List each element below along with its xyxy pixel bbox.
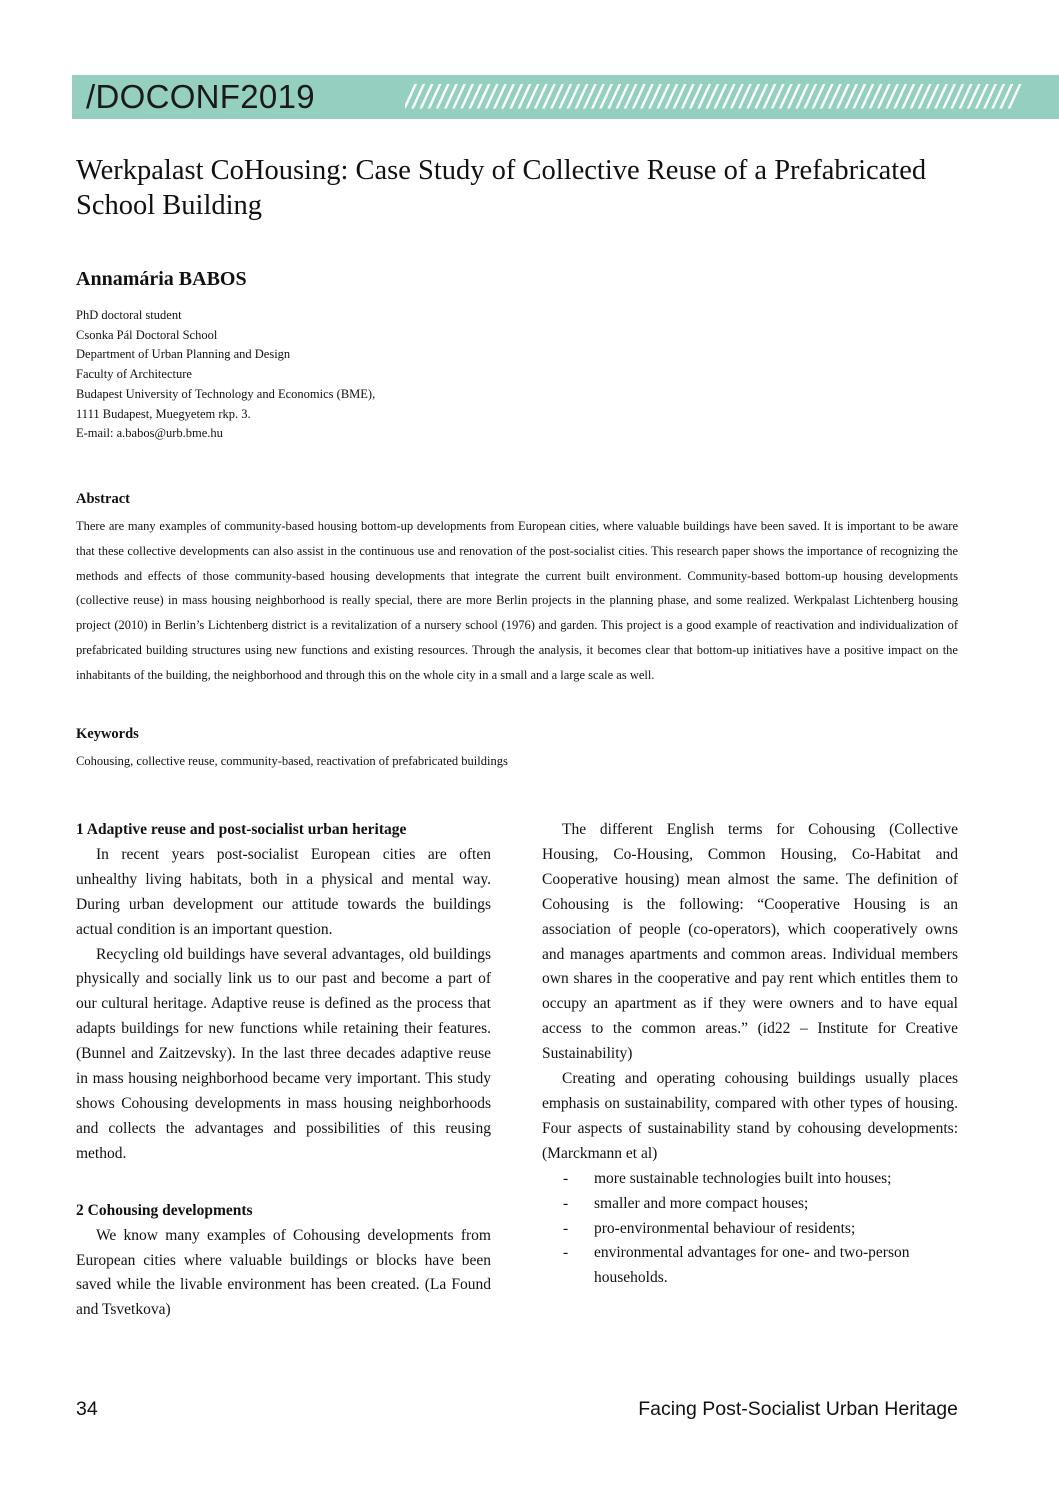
list-item-text: environmental advantages for one- and two-person households. — [594, 1244, 910, 1287]
abstract-text: There are many examples of community-based housing bottom-up developments from European cities, where valuable buildings have been saved. It is important to be aware that these collective developments can also assist in the continuous use and renovation of the post-socialist cities. This research paper shows the importance of recognizing the methods and effects of those community-based housing developments that integrate the current built environment. Community-based bottom-up housing developments (collective reuse) in mass housing neighborhood is really special, there are more Berlin projects in the planning phase, and some realized. Werkpalast Lichtenberg housing project (2010) in Berlin’s Lichtenberg district is a revitalization of a nursery school (1976) and garden. This project is a good example of reactivation and individualization of prefabricated building structures using new functions and existing resources. Through the analysis, it becomes clear that bottom-up initiatives have a positive impact on the inhabitants of the building, the neighborhood and through this on the whole city in a small and a large scale as well. — [76, 519, 958, 682]
abstract-heading: Abstract — [76, 491, 130, 507]
author-affiliation — [76, 306, 676, 444]
left-column — [76, 818, 491, 1323]
section-2-paragraph: We know many examples of Cohousing developments from European cities where valuable buildings or blocks have been saved while the livable environment has been created. (La Found and Tsvetkova) — [76, 1226, 491, 1319]
section-1-paragraph: Recycling old buildings have several advantages, old buildings physically and socially link us to our past and become a part of our cultural heritage. Adaptive reuse is defined as the process that adapts buildings for new functions while retaining their features. (Bunnel and Zaitzevsky). In the last three decades adaptive reuse in mass housing neighborhood became very important. This study shows Cohousing developments in mass housing neighborhoods and collects the advantages and possibilities of this reusing method. — [76, 945, 491, 1162]
section-1-paragraph: In recent years post-socialist European cities are often unhealthy living habitats, both in a physical and mental way. During urban development our attitude towards the buildings actual condition is an important question. — [76, 845, 491, 938]
list-bullet: - — [563, 1169, 569, 1187]
list-item — [542, 1241, 958, 1291]
cohousing-definition-paragraph: The different English terms for Cohousing (Collective Housing, Co-Housing, Common Housing, Co-Habitat and Cooperative housing) mean almost the same. The definition of Cohousing is the following: “Cooperative Housing is an association of people (co-operators), which cooperatively owns and manages apartments and common areas. Individual members own shares in the cooperative and pay rent which entitles them to occupy an apartment as if they were owners and to have equal access to the common areas.” (id22 – Institute for Creative Sustainability) — [542, 821, 958, 1063]
section-spacer — [76, 1167, 491, 1199]
affiliation-line: Csonka Pál Doctoral School — [76, 327, 218, 342]
conference-banner — [72, 75, 1059, 119]
affiliation-line: 1111 Budapest, Muegyetem rkp. 3. — [76, 406, 251, 421]
paper-title: Werkpalast CoHousing: Case Study of Collective Reuse of a Prefabricated School Building — [76, 155, 927, 221]
list-item — [542, 1167, 958, 1192]
section-1-heading: 1 Adaptive reuse and post-socialist urban heritage — [76, 821, 407, 838]
list-bullet: - — [563, 1194, 569, 1212]
right-column — [542, 818, 958, 1291]
list-item-text: smaller and more compact houses; — [594, 1194, 809, 1212]
running-footer-title: Facing Post-Socialist Urban Heritage — [638, 1398, 958, 1420]
keywords-heading: Keywords — [76, 726, 139, 742]
affiliation-line: Budapest University of Technology and Economics (BME), — [76, 386, 376, 401]
page-number: 34 — [76, 1398, 98, 1420]
list-item-text: more sustainable technologies built into houses; — [594, 1169, 892, 1187]
author-email: E-mail: a.babos@urb.bme.hu — [76, 426, 223, 441]
affiliation-line: Department of Urban Planning and Design — [76, 347, 291, 362]
list-bullet: - — [563, 1244, 569, 1262]
banner-stripes: /////////////////////////////////////////////////////////////////////////// — [405, 78, 1018, 115]
section-2-heading: 2 Cohousing developments — [76, 1201, 253, 1219]
conference-label: /DOCONF2019 — [86, 78, 315, 115]
list-item — [542, 1192, 958, 1217]
affiliation-line: Faculty of Architecture — [76, 367, 192, 382]
keywords-text: Cohousing, collective reuse, community-based, reactivation of prefabricated buildings — [76, 754, 508, 768]
list-item-text: pro-environmental behaviour of residents; — [594, 1219, 856, 1237]
list-bullet: - — [563, 1219, 569, 1237]
list-item — [542, 1217, 958, 1242]
author-name: Annamária BABOS — [76, 268, 247, 290]
sustainability-paragraph: Creating and operating cohousing buildings usually places emphasis on sustainability, compared with other types of housing. Four aspects of sustainability stand by cohousing developments: (Marckmann et al) — [542, 1070, 958, 1162]
affiliation-line: PhD doctoral student — [76, 308, 182, 322]
sustainability-list — [542, 1167, 958, 1292]
